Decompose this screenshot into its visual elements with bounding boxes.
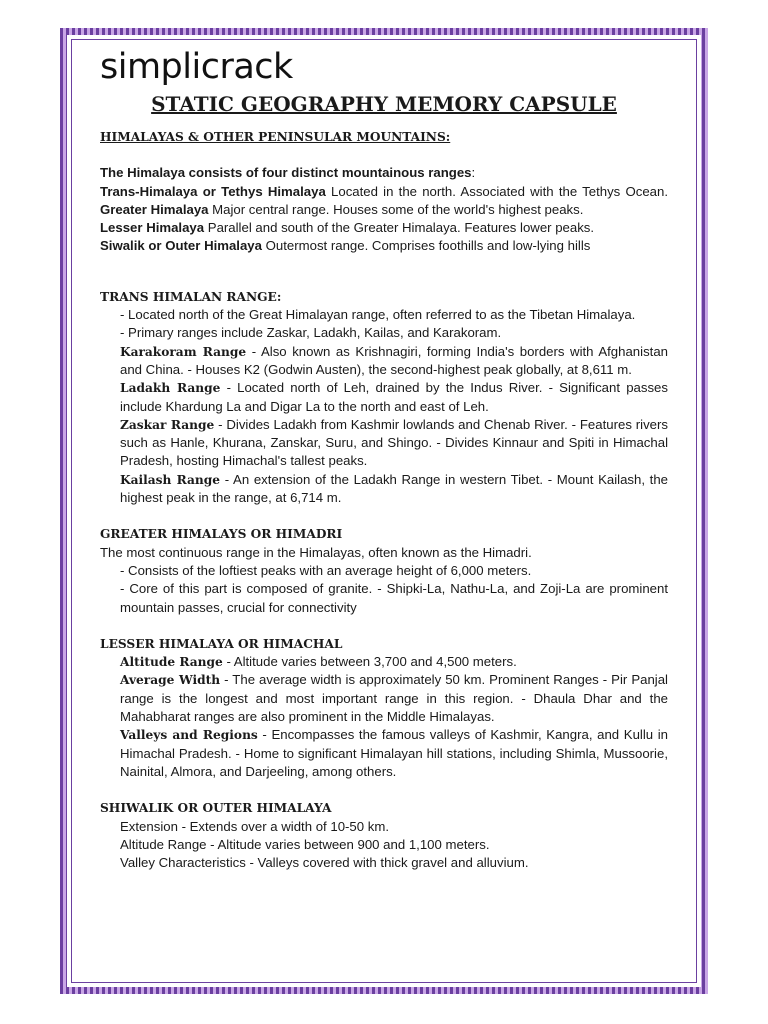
paragraph-lesser: Lesser Himalaya Parallel and south of the Greater Himalaya. Features lower peaks.: [100, 220, 595, 236]
list-item: Valley Characteristics - Valleys covered with thick gravel and alluvium.: [120, 855, 529, 871]
list-item: Ladakh Range - Located north of Leh, drained by the Indus River. - Significant passes include Khardung La and Digar La to the north and east of Leh.: [120, 380, 668, 414]
section-heading-shiwalik: SHIWALIK OR OUTER HIMALAYA: [100, 801, 332, 816]
term: Trans-Himalaya or Tethys Himalaya: [100, 183, 326, 199]
list-item: Altitude Range - Altitude varies between 900 and 1,100 meters.: [120, 836, 490, 852]
term: Zaskar Range: [120, 417, 215, 432]
section-heading-trans-himalan: TRANS HIMALAN RANGE:: [100, 289, 282, 304]
section-intro: The most continuous range in the Himalayas, often known as the Himadri.: [100, 544, 532, 560]
section-heading-lesser-himalaya: LESSER HIMALAYA OR HIMACHAL: [100, 636, 343, 651]
document-body: [100, 128, 668, 872]
list-item: - Located north of the Great Himalayan range, often referred to as the Tibetan Himalaya.: [120, 307, 636, 323]
paragraph-trans-greater: Trans-Himalaya or Tethys Himalaya Located in the north. Associated with the Tethys Ocean. Greater Himalaya Major central range. Houses some of the world's highest peaks.: [100, 183, 669, 217]
list-item: Extension - Extends over a width of 10-50 km.: [120, 818, 390, 834]
list-item: Altitude Range - Altitude varies between 3,700 and 4,500 meters.: [120, 654, 517, 670]
list-item: Zaskar Range - Divides Ladakh from Kashmir lowlands and Chenab River. - Features rivers such as Hanle, Khurana, Zanskar, Suru, and Shingo. - Divides Kinnaur and Spiti in Himachal Pradesh, hosting Himachal's tallest peaks.: [120, 416, 668, 469]
paragraph-siwalik: Siwalik or Outer Himalaya Outermost range. Comprises foothills and low-lying hills: [100, 238, 591, 254]
list-item: - Consists of the loftiest peaks with an average height of 6,000 meters.: [120, 562, 532, 578]
term: Ladakh Range: [120, 381, 221, 396]
list-item: Valleys and Regions - Encompasses the famous valleys of Kashmir, Kangra, and Kullu in Himachal Pradesh. - Home to significant Himalayan hill stations, including Shimla, Mussoorie, Nainital, Almora, and Darjeeling, among others.: [120, 727, 668, 779]
list-item: Average Width - The average width is approximately 50 km. Prominent Ranges - Pir Panjal range is the longest and most important range in this region. - Dhaula Dhar and the Mahabharat ranges are also prominent in the Middle Himalayas.: [120, 672, 668, 725]
section-body: [100, 818, 668, 873]
list-item: - Core of this part is composed of granite. - Shipki-La, Nathu-La, and Zoji-La are prominent mountain passes, crucial for connectivity: [120, 581, 668, 615]
term: Kailash Range: [120, 472, 221, 487]
section-body: [100, 653, 668, 781]
term: Siwalik or Outer Himalaya: [100, 238, 262, 254]
section-intro: The Himalaya consists of four distinct mountainous ranges:: [100, 165, 476, 181]
term: Greater Himalaya: [100, 201, 209, 217]
section-heading-himalayas: HIMALAYAS & OTHER PENINSULAR MOUNTAINS:: [100, 130, 451, 144]
term: Average Width: [120, 673, 221, 688]
term: Valleys and Regions: [120, 728, 258, 743]
section-body: [100, 562, 668, 617]
page-title: STATIC GEOGRAPHY MEMORY CAPSULE: [151, 92, 617, 116]
term: Lesser Himalaya: [100, 220, 205, 236]
intro-bold: The Himalaya consists of four distinct mountainous ranges: [100, 165, 472, 181]
list-item: Karakoram Range - Also known as Krishnagiri, forming India's borders with Afghanistan and China. - Houses K2 (Godwin Austen), the second-highest peak globally, at 8,611 m.: [120, 343, 668, 377]
term: Karakoram Range: [120, 344, 247, 359]
list-item: Kailash Range - An extension of the Ladakh Range in western Tibet. - Mount Kailash, the highest peak in the range, at 6,714 m.: [120, 471, 669, 506]
brand-logo: simplicrack: [100, 47, 293, 87]
list-item: - Primary ranges include Zaskar, Ladakh, Kailas, and Karakoram.: [120, 325, 502, 341]
term: Altitude Range: [120, 655, 223, 670]
section-heading-greater-himalays: GREATER HIMALAYS OR HIMADRI: [100, 527, 343, 542]
section-body: [100, 306, 668, 507]
